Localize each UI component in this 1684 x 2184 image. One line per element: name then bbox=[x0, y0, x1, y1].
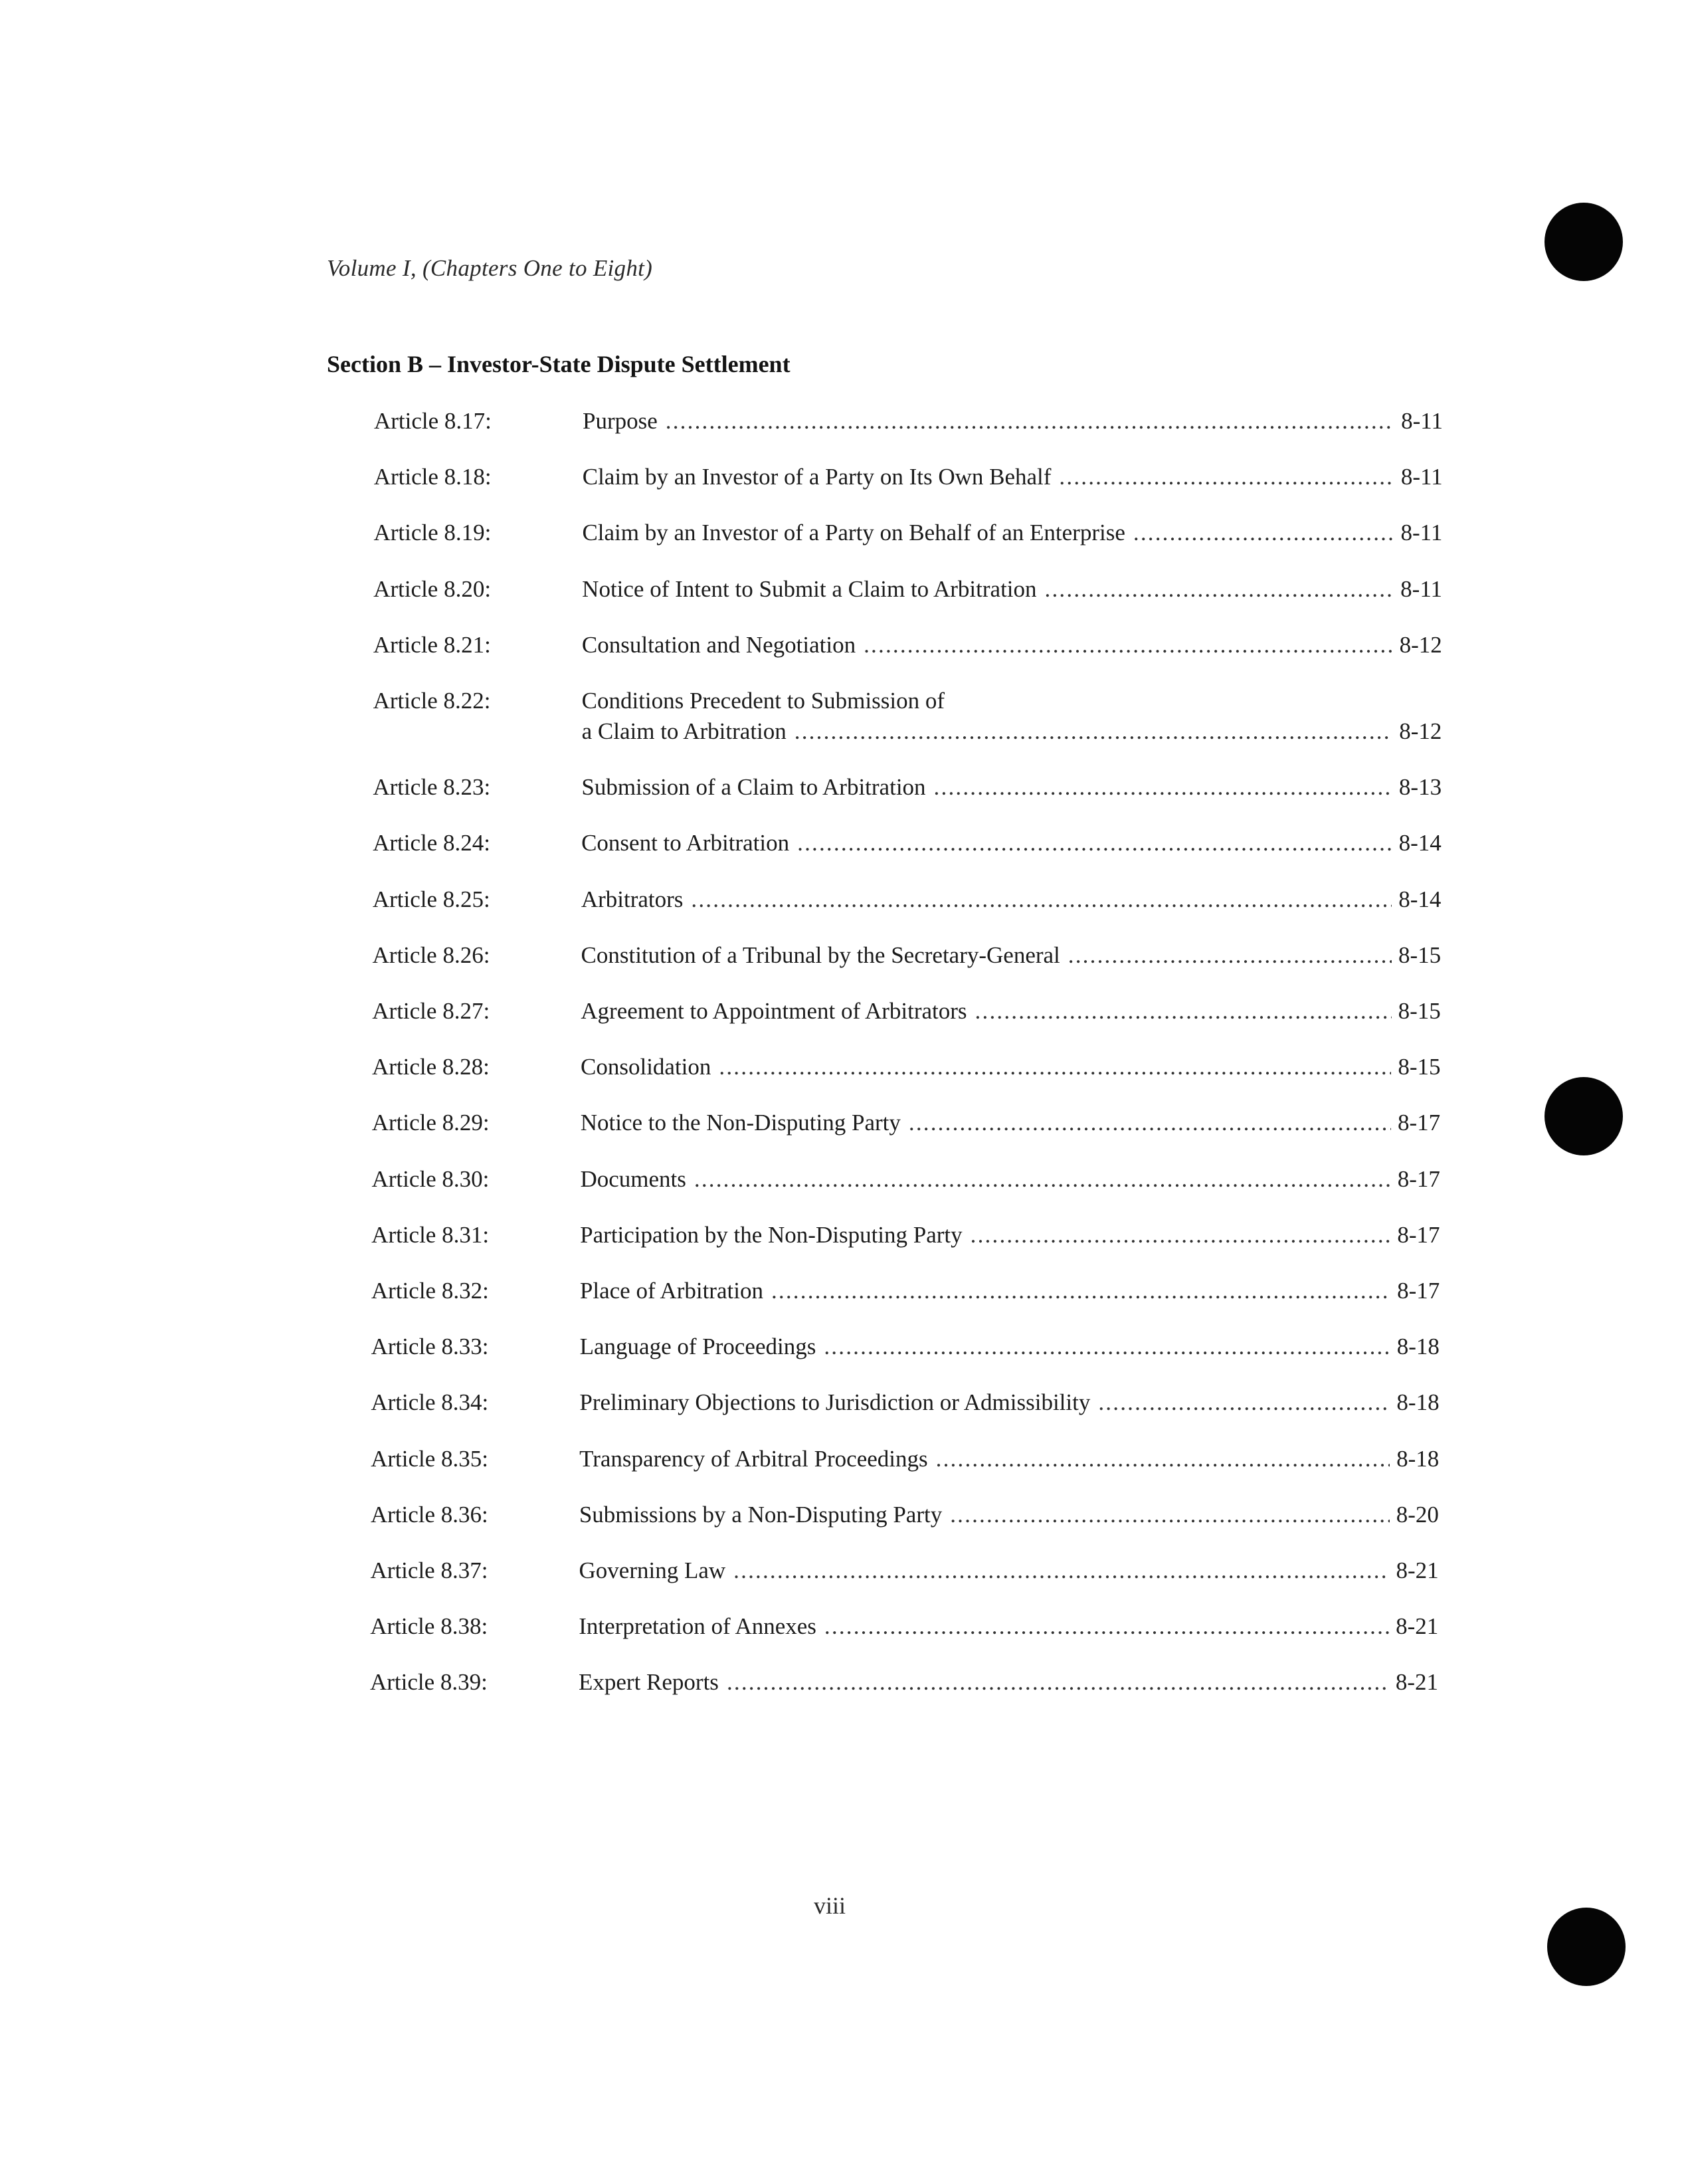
dot-leader bbox=[1098, 1387, 1390, 1419]
article-number: Article 8.17: bbox=[374, 408, 492, 434]
dot-leader bbox=[971, 1219, 1391, 1251]
article-title: Place of Arbitration bbox=[579, 1278, 763, 1304]
article-title: Interpretation of Annexes bbox=[579, 1613, 816, 1640]
article-number: Article 8.29: bbox=[371, 1110, 490, 1136]
article-title: Expert Reports bbox=[579, 1669, 719, 1696]
running-head: Volume I, (Chapters One to Eight) bbox=[327, 255, 653, 281]
dot-leader bbox=[727, 1666, 1389, 1698]
article-title: Language of Proceedings bbox=[579, 1334, 816, 1360]
title-leader-line bbox=[581, 940, 1442, 971]
page-reference: 8-13 bbox=[1398, 774, 1442, 801]
dot-leader bbox=[797, 827, 1392, 859]
article-number: Article 8.23: bbox=[373, 774, 491, 801]
toc-entry bbox=[371, 1387, 1439, 1419]
article-number: Article 8.35: bbox=[371, 1445, 488, 1472]
article-title: Participation by the Non-Disputing Party bbox=[580, 1221, 963, 1248]
page-number: viii bbox=[814, 1892, 846, 1919]
article-title: Transparency of Arbitral Proceedings bbox=[579, 1445, 928, 1472]
article-title: Arbitrators bbox=[581, 886, 684, 912]
title-leader-line bbox=[581, 1051, 1441, 1083]
dot-leader bbox=[950, 1499, 1390, 1531]
article-number: Article 8.34: bbox=[371, 1389, 489, 1416]
article-title: Preliminary Objections to Jurisdiction or Admissibility bbox=[579, 1389, 1091, 1416]
article-number: Article 8.24: bbox=[373, 830, 490, 856]
title-leader-line bbox=[583, 461, 1443, 493]
toc-entry bbox=[373, 517, 1442, 549]
article-title: Consolidation bbox=[581, 1054, 711, 1080]
toc-entry bbox=[371, 1499, 1439, 1531]
page-reference: 8-12 bbox=[1399, 631, 1442, 658]
toc-entry bbox=[370, 1666, 1438, 1698]
article-number: Article 8.30: bbox=[371, 1165, 490, 1192]
page-reference: 8-17 bbox=[1397, 1221, 1440, 1248]
article-number: Article 8.38: bbox=[370, 1613, 488, 1640]
article-title: Agreement to Appointment of Arbitrators bbox=[581, 998, 967, 1024]
title-leader-line bbox=[582, 716, 1442, 747]
article-title: Documents bbox=[580, 1165, 686, 1192]
dot-leader bbox=[824, 1611, 1389, 1642]
dot-leader bbox=[1068, 940, 1392, 971]
article-title: Purpose bbox=[583, 408, 658, 434]
article-title: Claim by an Investor of a Party on Its Own Behalf bbox=[582, 464, 1052, 490]
title-leader-line bbox=[580, 1275, 1440, 1307]
article-number: Article 8.28: bbox=[372, 1054, 490, 1080]
article-number: Article 8.19: bbox=[373, 520, 492, 546]
title-leader-line bbox=[579, 1499, 1439, 1531]
page-reference: 8-17 bbox=[1398, 1110, 1441, 1136]
dot-leader bbox=[666, 405, 1394, 437]
article-number: Article 8.25: bbox=[372, 886, 490, 912]
dot-leader bbox=[909, 1107, 1391, 1139]
title-leader-line bbox=[582, 573, 1442, 605]
page-reference: 8-18 bbox=[1396, 1334, 1440, 1360]
article-title: Consent to Arbitration bbox=[581, 830, 790, 856]
title-leader-line bbox=[582, 629, 1442, 661]
title-leader-line bbox=[580, 1331, 1440, 1363]
dot-leader bbox=[719, 1051, 1391, 1083]
article-number: Article 8.37: bbox=[370, 1557, 488, 1583]
toc-entry bbox=[373, 685, 1442, 744]
article-title: Notice of Intent to Submit a Claim to Arbitration bbox=[582, 575, 1037, 602]
toc-entry bbox=[373, 827, 1442, 859]
toc-entry bbox=[374, 405, 1443, 437]
title-leader-line bbox=[581, 827, 1442, 859]
toc-entry bbox=[371, 1275, 1440, 1307]
page-reference: 8-15 bbox=[1398, 998, 1441, 1024]
dot-leader bbox=[864, 629, 1392, 661]
article-title: Claim by an Investor of a Party on Behalf of an Enterprise bbox=[582, 520, 1125, 546]
dot-leader bbox=[795, 716, 1392, 747]
title-leader-line bbox=[579, 1443, 1439, 1475]
article-number: Article 8.31: bbox=[371, 1221, 490, 1248]
title-leader-line bbox=[581, 771, 1442, 803]
page-reference: 8-12 bbox=[1399, 718, 1442, 744]
title-leader-line bbox=[581, 1107, 1440, 1139]
page-reference: 8-18 bbox=[1396, 1389, 1440, 1416]
toc-entry bbox=[371, 1443, 1439, 1475]
title-leader-line bbox=[581, 995, 1441, 1027]
article-number: Article 8.20: bbox=[373, 575, 492, 602]
page-reference: 8-18 bbox=[1396, 1445, 1440, 1472]
dot-leader bbox=[694, 1163, 1391, 1195]
toc-entry bbox=[372, 1107, 1440, 1139]
title-leader-line bbox=[579, 1666, 1438, 1698]
toc-entry bbox=[373, 573, 1442, 605]
page-reference: 8-21 bbox=[1396, 1557, 1439, 1583]
toc-entry bbox=[374, 461, 1443, 493]
article-number: Article 8.22: bbox=[373, 688, 491, 714]
toc-entry bbox=[372, 1051, 1441, 1083]
article-title: Consultation and Negotiation bbox=[581, 631, 856, 658]
dot-leader bbox=[934, 771, 1392, 803]
toc-entry bbox=[373, 940, 1442, 971]
article-number: Article 8.32: bbox=[371, 1278, 489, 1304]
page-reference: 8-11 bbox=[1400, 464, 1443, 490]
page-reference: 8-14 bbox=[1398, 886, 1442, 912]
toc-entry bbox=[373, 884, 1442, 916]
article-title: a Claim to Arbitration bbox=[581, 718, 787, 744]
article-title: Notice to the Non-Disputing Party bbox=[580, 1110, 901, 1136]
title-leader-line bbox=[579, 1555, 1439, 1587]
article-number: Article 8.21: bbox=[373, 631, 491, 658]
article-number: Article 8.33: bbox=[371, 1334, 489, 1360]
title-leader-line bbox=[580, 1163, 1440, 1195]
title-leader-line bbox=[581, 884, 1442, 916]
page-reference: 8-21 bbox=[1396, 1613, 1439, 1640]
article-title: Submission of a Claim to Arbitration bbox=[581, 774, 926, 801]
article-title: Submissions by a Non-Disputing Party bbox=[579, 1501, 943, 1528]
toc-entry bbox=[371, 1555, 1439, 1587]
page-reference: 8-21 bbox=[1395, 1669, 1438, 1696]
title-leader-line bbox=[579, 1611, 1438, 1642]
dot-leader bbox=[975, 995, 1392, 1027]
article-number: Article 8.18: bbox=[373, 464, 492, 490]
article-title-line1: Conditions Precedent to Submission of bbox=[581, 688, 945, 714]
page-reference: 8-11 bbox=[1400, 520, 1443, 546]
article-number: Article 8.27: bbox=[372, 998, 490, 1024]
toc-entry bbox=[373, 771, 1442, 803]
dot-leader bbox=[771, 1275, 1390, 1307]
page-reference: 8-20 bbox=[1396, 1501, 1439, 1528]
page-reference: 8-15 bbox=[1398, 1054, 1441, 1080]
title-leader-line bbox=[579, 1387, 1439, 1419]
article-title: Constitution of a Tribunal by the Secretary-General bbox=[581, 942, 1060, 968]
page-reference: 8-17 bbox=[1397, 1278, 1440, 1304]
article-number: Article 8.26: bbox=[372, 942, 490, 968]
toc-entry bbox=[371, 1219, 1440, 1251]
section-heading: Section B – Investor-State Dispute Settlement bbox=[327, 351, 791, 377]
article-number: Article 8.36: bbox=[370, 1501, 488, 1528]
page-reference: 8-17 bbox=[1397, 1165, 1440, 1192]
title-leader-line bbox=[580, 1219, 1440, 1251]
article-number: Article 8.39: bbox=[370, 1669, 488, 1696]
page-reference: 8-14 bbox=[1398, 830, 1442, 856]
dot-leader bbox=[1059, 461, 1394, 493]
toc-entry bbox=[373, 629, 1442, 661]
toc-entry bbox=[370, 1611, 1438, 1642]
article-title: Governing Law bbox=[579, 1557, 726, 1583]
page-reference: 8-11 bbox=[1400, 575, 1443, 602]
toc-entry bbox=[371, 1331, 1440, 1363]
page-reference: 8-11 bbox=[1401, 408, 1443, 434]
dot-leader bbox=[824, 1331, 1390, 1363]
toc-entry bbox=[371, 1163, 1440, 1195]
dot-leader bbox=[1133, 517, 1394, 549]
dot-leader bbox=[1045, 573, 1394, 605]
dot-leader bbox=[936, 1443, 1390, 1475]
toc-entry bbox=[372, 995, 1441, 1027]
page-reference: 8-15 bbox=[1398, 942, 1442, 968]
title-leader-line bbox=[583, 405, 1443, 437]
dot-leader bbox=[691, 884, 1392, 916]
dot-leader bbox=[733, 1555, 1389, 1587]
title-leader-line bbox=[582, 517, 1442, 549]
